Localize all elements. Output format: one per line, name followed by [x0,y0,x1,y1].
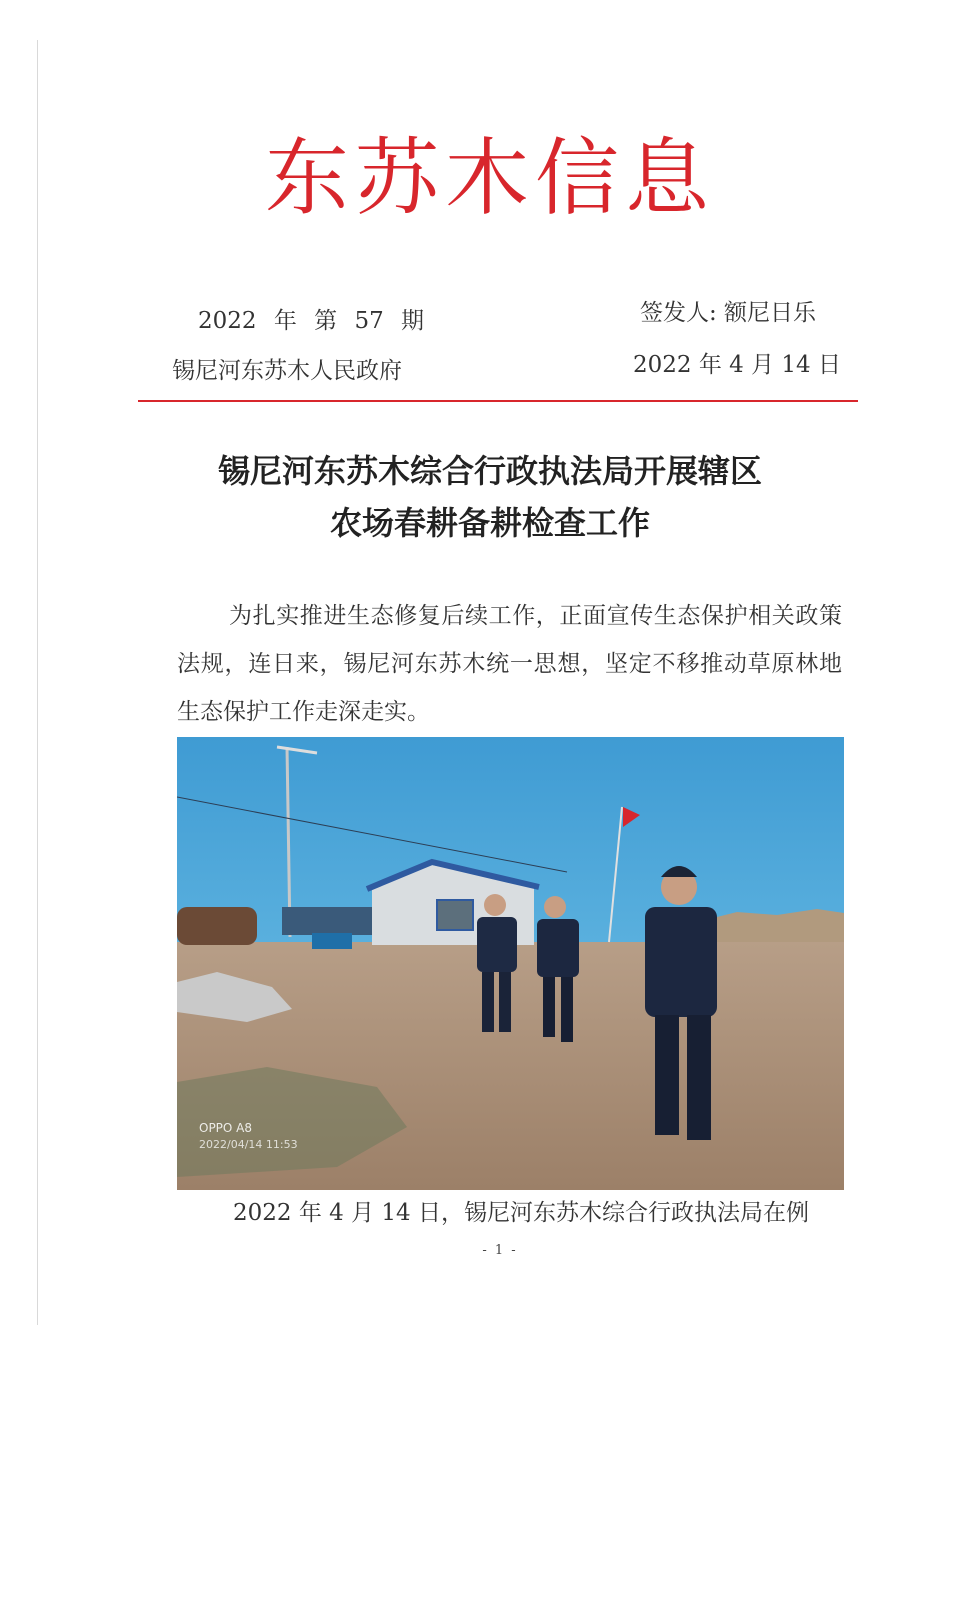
issue-number: 2022 年 第 57 期 [198,308,425,334]
masthead-title: 东苏木信息 [264,129,715,227]
headline-line-1: 锡尼河东苏木综合行政执法局开展辖区 [217,452,762,490]
photo-watermark-time: 2022/04/14 11:53 [199,1138,298,1151]
old-tanker [177,907,257,945]
headline-line-2: 农场春耕备耕检查工作 [329,504,650,542]
body-paragraph: 为扎实推进生态修复后续工作，正面宣传生态保护相关政策法规，连日来，锡尼河东苏木统一思想，坚定不移推动草原林地生态保护工作走深走实。 [177,603,842,725]
issuing-authority: 锡尼河东苏木人民政府 [172,358,402,384]
article-photo [177,737,844,1190]
scan-edge-line [37,40,38,1325]
article-headline [0,445,980,549]
photo-caption: 2022 年 4 月 14 日，锡尼河东苏木综合行政执法局在例 [233,1200,809,1226]
page-number: - 1 - [482,1243,518,1258]
photo-watermark-brand: OPPO A8 [199,1121,253,1135]
blue-barrels [312,933,352,949]
red-divider [138,400,858,402]
house-window [437,900,473,930]
issue-date: 2022 年 4 月 14 日 [633,352,841,378]
blue-tractor [282,907,372,935]
signer: 签发人: 额尼日乐 [640,300,817,326]
